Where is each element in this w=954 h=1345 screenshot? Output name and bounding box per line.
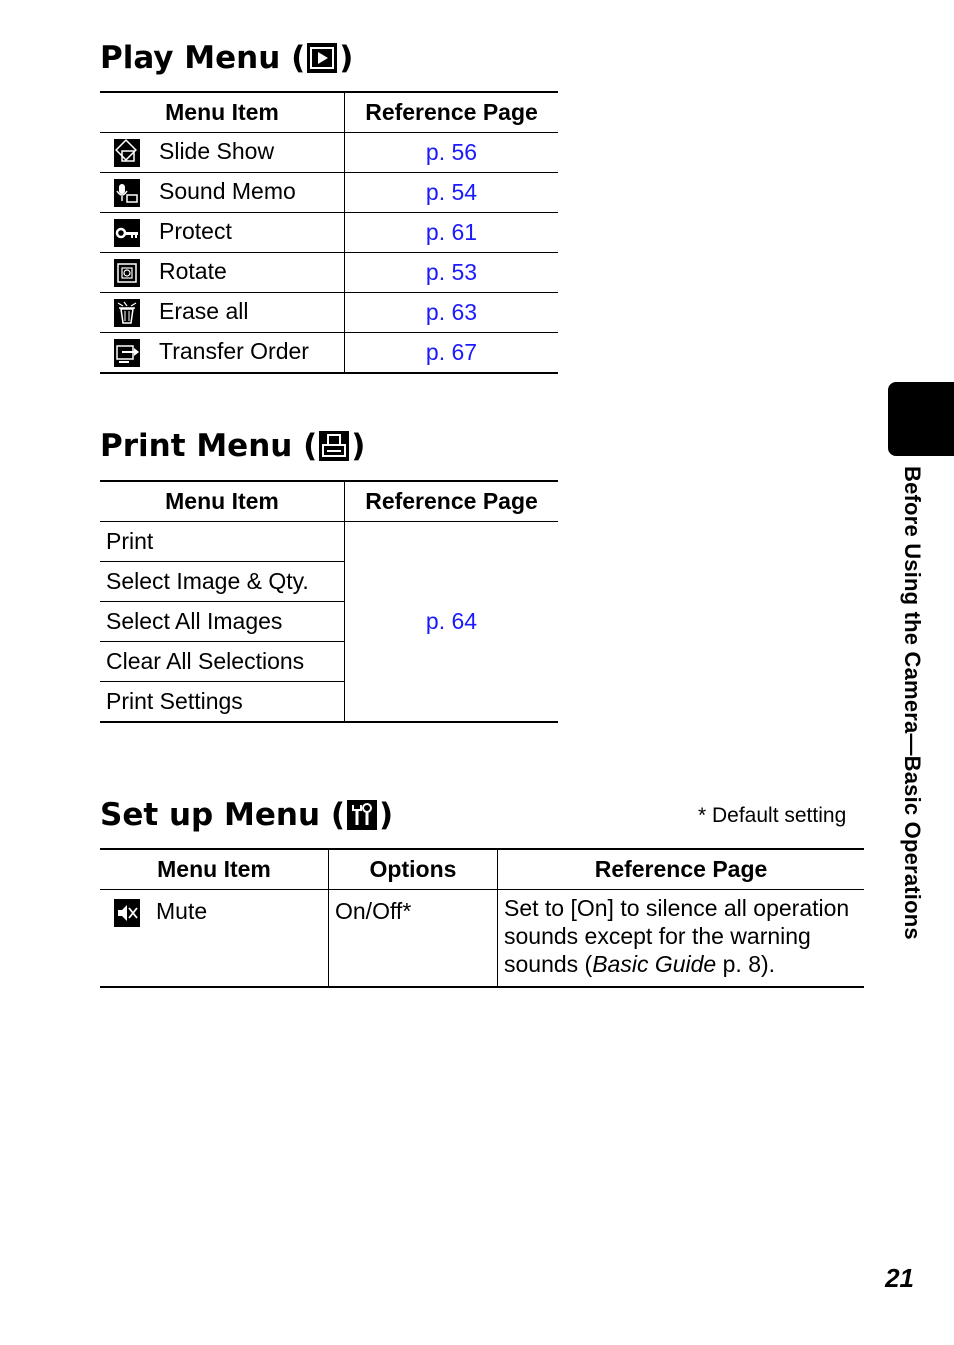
menu-item-label: Select All Images: [100, 602, 345, 642]
print-menu-title: Print Menu (: [100, 428, 318, 464]
setup-header-reference-page: Reference Page: [498, 849, 865, 890]
print-menu-heading: [100, 428, 365, 464]
print-header-menu-item: Menu Item: [100, 481, 345, 522]
transfer-order-icon: [114, 339, 140, 367]
reference-page-link[interactable]: p. 54: [345, 173, 559, 213]
chapter-title: Before Using the Camera—Basic Operations: [900, 466, 925, 940]
slide-show-icon: [114, 139, 140, 167]
menu-item-label: Select Image & Qty.: [100, 562, 345, 602]
setup-menu-title: Set up Menu (: [100, 797, 345, 833]
default-setting-note: * Default setting: [698, 804, 847, 827]
play-header-menu-item: Menu Item: [100, 92, 345, 133]
menu-item-label: Sound Memo: [159, 178, 296, 205]
sound-memo-icon: [114, 179, 140, 207]
description-text: Set to [On] to silence all operation sounds except for the warning sounds (: [504, 895, 850, 977]
mute-options: On/Off*: [329, 890, 498, 988]
table-row: [100, 133, 558, 173]
setup-menu-title-close: ): [379, 797, 394, 833]
table-row: [100, 333, 558, 374]
description-text-end: p. 8).: [716, 951, 776, 977]
chapter-tab: [888, 382, 954, 456]
menu-item-label: Mute: [156, 898, 208, 924]
menu-item-label: Rotate: [159, 258, 227, 285]
protect-key-icon: [114, 219, 140, 247]
reference-page-link[interactable]: p. 56: [345, 133, 559, 173]
table-row: [100, 213, 558, 253]
page-number: 21: [885, 1263, 914, 1293]
erase-all-icon: [114, 299, 140, 327]
play-menu-heading: [100, 40, 353, 76]
basic-guide-reference: Basic Guide: [592, 951, 717, 977]
play-icon: [307, 43, 337, 73]
print-header-reference-page: Reference Page: [345, 481, 559, 522]
setup-menu-heading: [100, 797, 393, 833]
table-row: [100, 253, 558, 293]
setup-menu-table: [100, 848, 864, 988]
menu-item-label: Print: [100, 522, 345, 562]
play-menu-title-close: ): [339, 40, 354, 76]
menu-item-label: Transfer Order: [159, 338, 309, 365]
print-icon: [319, 431, 349, 461]
table-row: [100, 293, 558, 333]
table-row: [100, 522, 558, 562]
play-header-reference-page: Reference Page: [345, 92, 559, 133]
rotate-icon: [114, 259, 140, 287]
reference-page-link[interactable]: p. 64: [345, 522, 559, 723]
mute-icon: [114, 899, 140, 927]
print-menu-title-close: ): [351, 428, 366, 464]
menu-item-label: Erase all: [159, 298, 249, 325]
setup-header-menu-item: Menu Item: [100, 849, 329, 890]
mute-description: [498, 890, 865, 988]
setup-header-options: Options: [329, 849, 498, 890]
menu-item-label: Print Settings: [100, 682, 345, 723]
reference-page-link[interactable]: p. 63: [345, 293, 559, 333]
menu-item-label: Clear All Selections: [100, 642, 345, 682]
print-menu-table: [100, 480, 558, 723]
reference-page-link[interactable]: p. 61: [345, 213, 559, 253]
table-row: [100, 890, 864, 988]
menu-item-label: Slide Show: [159, 138, 275, 165]
play-menu-title: Play Menu (: [100, 40, 306, 76]
menu-item-label: Protect: [159, 218, 232, 245]
setup-tools-icon: [347, 800, 377, 830]
table-row: [100, 173, 558, 213]
reference-page-link[interactable]: p. 67: [345, 333, 559, 374]
reference-page-link[interactable]: p. 53: [345, 253, 559, 293]
play-menu-table: [100, 91, 558, 374]
